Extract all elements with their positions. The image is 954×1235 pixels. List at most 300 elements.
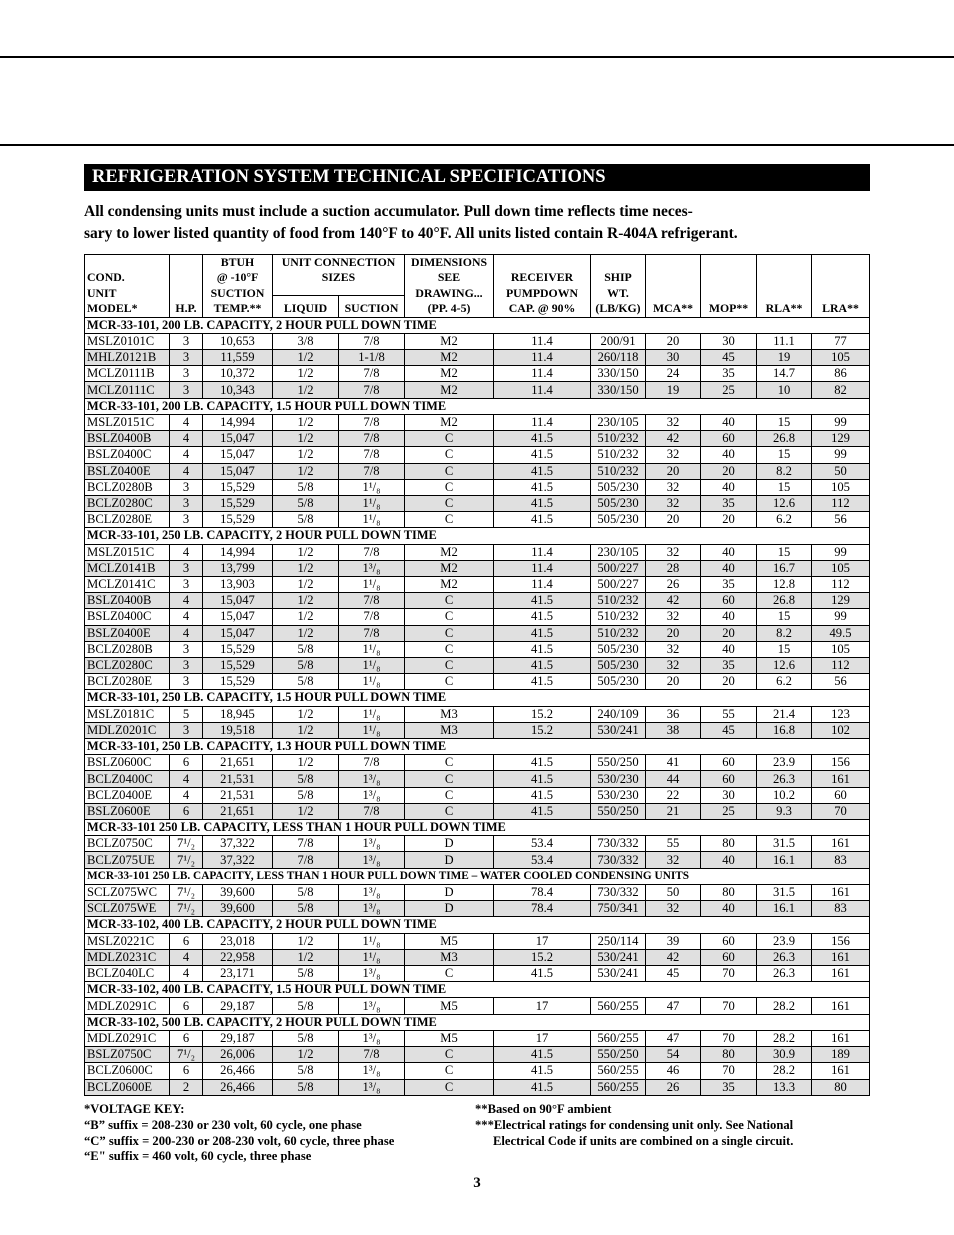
cell-suction: 1¹/₈ xyxy=(339,949,405,965)
cell-liquid: 3/8 xyxy=(273,333,339,349)
cell-ship-weight: 550/250 xyxy=(591,1047,646,1063)
cell-mca: 50 xyxy=(646,884,701,900)
cell-btuh: 15,529 xyxy=(203,674,273,690)
cell-mop: 40 xyxy=(701,479,757,495)
cell-lra: 56 xyxy=(812,674,870,690)
cell-lra: 161 xyxy=(812,949,870,965)
cell-receiver: 41.5 xyxy=(494,431,591,447)
cell-dimensions: M2 xyxy=(405,366,494,382)
cell-dimensions: M2 xyxy=(405,414,494,430)
cell-ship-weight: 260/118 xyxy=(591,350,646,366)
cell-suction: 1¹/₈ xyxy=(339,674,405,690)
cell-lra: 156 xyxy=(812,755,870,771)
cell-liquid: 5/8 xyxy=(273,771,339,787)
cell-liquid: 1/2 xyxy=(273,755,339,771)
cell-ship-weight: 510/232 xyxy=(591,609,646,625)
cell-model: BCLZ0400E xyxy=(85,787,170,803)
cell-liquid: 1/2 xyxy=(273,382,339,398)
cell-dimensions: C xyxy=(405,593,494,609)
cell-mop: 80 xyxy=(701,1047,757,1063)
cell-mca: 20 xyxy=(646,463,701,479)
cell-mca: 20 xyxy=(646,333,701,349)
cell-rla: 28.2 xyxy=(757,1063,812,1079)
cell-receiver: 41.5 xyxy=(494,771,591,787)
cell-mca: 21 xyxy=(646,803,701,819)
cell-hp: 4 xyxy=(170,544,203,560)
cell-lra: 82 xyxy=(812,382,870,398)
cell-model: MDLZ0291C xyxy=(85,1030,170,1046)
cell-hp: 3 xyxy=(170,495,203,511)
cell-ship-weight: 510/232 xyxy=(591,625,646,641)
cell-model: BCLZ0280E xyxy=(85,512,170,528)
cell-suction: 7/8 xyxy=(339,609,405,625)
cell-suction: 1³/₈ xyxy=(339,1063,405,1079)
cell-model: BSLZ0750C xyxy=(85,1047,170,1063)
cell-hp: 3 xyxy=(170,350,203,366)
cell-liquid: 5/8 xyxy=(273,787,339,803)
cell-rla: 11.1 xyxy=(757,333,812,349)
cell-hp: 7¹/₂ xyxy=(170,852,203,868)
cell-receiver: 11.4 xyxy=(494,414,591,430)
cell-btuh: 15,047 xyxy=(203,447,273,463)
cell-lra: 161 xyxy=(812,771,870,787)
footnote-line: “E" suffix = 460 volt, 60 cycle, three phase xyxy=(84,1149,312,1164)
cell-btuh: 23,171 xyxy=(203,966,273,982)
cell-mop: 60 xyxy=(701,593,757,609)
intro-line: All condensing units must include a suction accumulator. Pull down time reflects time neces- xyxy=(84,203,693,220)
cell-hp: 3 xyxy=(170,512,203,528)
cell-ship-weight: 530/230 xyxy=(591,787,646,803)
cell-rla: 26.3 xyxy=(757,949,812,965)
cell-dimensions: C xyxy=(405,609,494,625)
cell-receiver: 53.4 xyxy=(494,836,591,852)
cell-rla: 15 xyxy=(757,479,812,495)
cell-rla: 6.2 xyxy=(757,512,812,528)
cell-dimensions: D xyxy=(405,884,494,900)
section-title: MCR-33-102, 500 LB. CAPACITY, 2 HOUR PULL DOWN TIME xyxy=(85,1014,870,1030)
cell-suction: 7/8 xyxy=(339,1047,405,1063)
cell-model: MSLZ0221C xyxy=(85,933,170,949)
cell-btuh: 21,651 xyxy=(203,755,273,771)
cell-hp: 6 xyxy=(170,755,203,771)
cell-suction: 1³/₈ xyxy=(339,1030,405,1046)
cell-dimensions: C xyxy=(405,674,494,690)
cell-lra: 112 xyxy=(812,657,870,673)
cell-mca: 47 xyxy=(646,998,701,1014)
cell-btuh: 14,994 xyxy=(203,414,273,430)
cell-rla: 15 xyxy=(757,447,812,463)
cell-mop: 40 xyxy=(701,447,757,463)
cell-model: BSLZ0600E xyxy=(85,803,170,819)
section-header-row xyxy=(85,917,870,933)
table-row xyxy=(85,966,870,982)
cell-mca: 20 xyxy=(646,625,701,641)
cell-dimensions: C xyxy=(405,787,494,803)
cell-ship-weight: 530/241 xyxy=(591,949,646,965)
cell-dimensions: C xyxy=(405,431,494,447)
cell-dimensions: C xyxy=(405,463,494,479)
cell-receiver: 11.4 xyxy=(494,350,591,366)
table-row xyxy=(85,350,870,366)
cell-ship-weight: 230/105 xyxy=(591,414,646,430)
cell-mca: 41 xyxy=(646,755,701,771)
cell-suction: 7/8 xyxy=(339,593,405,609)
cell-receiver: 41.5 xyxy=(494,657,591,673)
table-row xyxy=(85,657,870,673)
cell-mca: 32 xyxy=(646,852,701,868)
cell-hp: 4 xyxy=(170,447,203,463)
cell-btuh: 26,466 xyxy=(203,1063,273,1079)
cell-model: MSLZ0151C xyxy=(85,544,170,560)
cell-liquid: 5/8 xyxy=(273,998,339,1014)
cell-ship-weight: 505/230 xyxy=(591,479,646,495)
cell-liquid: 5/8 xyxy=(273,884,339,900)
cell-lra: 83 xyxy=(812,852,870,868)
table-row xyxy=(85,771,870,787)
cell-rla: 26.8 xyxy=(757,431,812,447)
cell-ship-weight: 510/232 xyxy=(591,463,646,479)
table-row xyxy=(85,641,870,657)
cell-dimensions: M2 xyxy=(405,350,494,366)
cell-ship-weight: 505/230 xyxy=(591,495,646,511)
cell-model: BCLZ0280B xyxy=(85,641,170,657)
cell-btuh: 19,518 xyxy=(203,722,273,738)
cell-model: BCLZ0280C xyxy=(85,657,170,673)
table-row xyxy=(85,512,870,528)
cell-btuh: 21,531 xyxy=(203,771,273,787)
cell-mop: 70 xyxy=(701,966,757,982)
cell-liquid: 5/8 xyxy=(273,674,339,690)
cell-receiver: 41.5 xyxy=(494,641,591,657)
table-row xyxy=(85,366,870,382)
cell-lra: 77 xyxy=(812,333,870,349)
cell-lra: 50 xyxy=(812,463,870,479)
cell-mop: 60 xyxy=(701,431,757,447)
cell-hp: 4 xyxy=(170,609,203,625)
cell-rla: 9.3 xyxy=(757,803,812,819)
table-row xyxy=(85,836,870,852)
cell-liquid: 1/2 xyxy=(273,933,339,949)
cell-btuh: 18,945 xyxy=(203,706,273,722)
cell-btuh: 11,559 xyxy=(203,350,273,366)
cell-ship-weight: 510/232 xyxy=(591,447,646,463)
cell-suction: 1-1/8 xyxy=(339,350,405,366)
cell-liquid: 1/2 xyxy=(273,609,339,625)
cell-rla: 12.8 xyxy=(757,576,812,592)
cell-btuh: 15,529 xyxy=(203,479,273,495)
cell-suction: 7/8 xyxy=(339,333,405,349)
cell-hp: 3 xyxy=(170,722,203,738)
cell-receiver: 41.5 xyxy=(494,625,591,641)
cell-hp: 4 xyxy=(170,966,203,982)
cell-receiver: 41.5 xyxy=(494,674,591,690)
table-row xyxy=(85,414,870,430)
cell-mca: 26 xyxy=(646,576,701,592)
cell-liquid: 1/2 xyxy=(273,560,339,576)
cell-receiver: 41.5 xyxy=(494,755,591,771)
cell-model: BCLZ0600C xyxy=(85,1063,170,1079)
cell-lra: 161 xyxy=(812,884,870,900)
cell-dimensions: M3 xyxy=(405,949,494,965)
cell-liquid: 5/8 xyxy=(273,479,339,495)
cell-mop: 40 xyxy=(701,414,757,430)
cell-mop: 55 xyxy=(701,706,757,722)
cell-receiver: 15.2 xyxy=(494,949,591,965)
cell-mop: 70 xyxy=(701,1030,757,1046)
cell-mca: 24 xyxy=(646,366,701,382)
cell-mop: 40 xyxy=(701,641,757,657)
cell-rla: 23.9 xyxy=(757,933,812,949)
cell-lra: 70 xyxy=(812,803,870,819)
cell-rla: 10.2 xyxy=(757,787,812,803)
cell-hp: 3 xyxy=(170,382,203,398)
cell-liquid: 1/2 xyxy=(273,414,339,430)
cell-suction: 7/8 xyxy=(339,463,405,479)
cell-receiver: 41.5 xyxy=(494,463,591,479)
cell-rla: 16.8 xyxy=(757,722,812,738)
cell-dimensions: C xyxy=(405,657,494,673)
cell-mop: 60 xyxy=(701,933,757,949)
cell-dimensions: M2 xyxy=(405,382,494,398)
cell-mca: 32 xyxy=(646,641,701,657)
cell-rla: 21.4 xyxy=(757,706,812,722)
cell-lra: 129 xyxy=(812,593,870,609)
cell-ship-weight: 750/341 xyxy=(591,901,646,917)
cell-suction: 1¹/₈ xyxy=(339,479,405,495)
cell-liquid: 5/8 xyxy=(273,1079,339,1095)
table-row xyxy=(85,609,870,625)
footnote-line: **Based on 90°F ambient xyxy=(475,1102,612,1116)
footnote-line: “B” suffix = 208-230 or 230 volt, 60 cycle, one phase xyxy=(84,1117,362,1132)
cell-receiver: 17 xyxy=(494,998,591,1014)
cell-model: MDLZ0201C xyxy=(85,722,170,738)
cell-hp: 3 xyxy=(170,479,203,495)
section-title: MCR-33-101 250 LB. CAPACITY, LESS THAN 1 HOUR PULL DOWN TIME – WATER COOLED CONDENSING UNITS xyxy=(85,868,870,884)
cell-lra: 161 xyxy=(812,1030,870,1046)
cell-lra: 161 xyxy=(812,1063,870,1079)
cell-ship-weight: 510/232 xyxy=(591,431,646,447)
header-lra: LRA** xyxy=(812,255,870,318)
section-title: MCR-33-101, 200 LB. CAPACITY, 1.5 HOUR PULL DOWN TIME xyxy=(85,398,870,414)
cell-model: SCLZ075WE xyxy=(85,901,170,917)
cell-receiver: 78.4 xyxy=(494,901,591,917)
cell-suction: 1¹/₈ xyxy=(339,933,405,949)
table-row xyxy=(85,901,870,917)
cell-btuh: 15,529 xyxy=(203,641,273,657)
cell-liquid: 1/2 xyxy=(273,576,339,592)
cell-btuh: 26,466 xyxy=(203,1079,273,1095)
footnote-line: Electrical Code if units are combined on a single circuit. xyxy=(493,1133,794,1148)
cell-btuh: 29,187 xyxy=(203,998,273,1014)
cell-mca: 28 xyxy=(646,560,701,576)
table-row xyxy=(85,576,870,592)
cell-receiver: 41.5 xyxy=(494,787,591,803)
cell-suction: 1¹/₈ xyxy=(339,657,405,673)
cell-btuh: 21,651 xyxy=(203,803,273,819)
cell-ship-weight: 560/255 xyxy=(591,998,646,1014)
cell-suction: 7/8 xyxy=(339,414,405,430)
section-title: MCR-33-101 250 LB. CAPACITY, LESS THAN 1 HOUR PULL DOWN TIME xyxy=(85,819,870,835)
table-row xyxy=(85,1047,870,1063)
section-header-row xyxy=(85,819,870,835)
cell-dimensions: M2 xyxy=(405,576,494,592)
cell-btuh: 26,006 xyxy=(203,1047,273,1063)
cell-mop: 20 xyxy=(701,674,757,690)
table-row xyxy=(85,560,870,576)
cell-suction: 1³/₈ xyxy=(339,998,405,1014)
table-row xyxy=(85,852,870,868)
cell-hp: 7¹/₂ xyxy=(170,901,203,917)
cell-lra: 105 xyxy=(812,560,870,576)
cell-suction: 1¹/₈ xyxy=(339,722,405,738)
cell-rla: 15 xyxy=(757,544,812,560)
cell-ship-weight: 530/241 xyxy=(591,722,646,738)
cell-dimensions: M5 xyxy=(405,1030,494,1046)
cell-ship-weight: 505/230 xyxy=(591,657,646,673)
cell-dimensions: C xyxy=(405,1063,494,1079)
cell-mop: 20 xyxy=(701,625,757,641)
cell-model: MSLZ0151C xyxy=(85,414,170,430)
cell-mca: 32 xyxy=(646,479,701,495)
section-title: MCR-33-101, 250 LB. CAPACITY, 2 HOUR PULL DOWN TIME xyxy=(85,528,870,544)
cell-btuh: 22,958 xyxy=(203,949,273,965)
cell-mop: 60 xyxy=(701,755,757,771)
cell-receiver: 41.5 xyxy=(494,1063,591,1079)
cell-dimensions: M5 xyxy=(405,933,494,949)
cell-ship-weight: 730/332 xyxy=(591,836,646,852)
intro-line: sary to lower listed quantity of food from 140°F to 40°F. All units listed contain R-404A refrigerant. xyxy=(84,225,738,242)
page-number: 3 xyxy=(473,1175,481,1191)
cell-rla: 19 xyxy=(757,350,812,366)
cell-suction: 1³/₈ xyxy=(339,884,405,900)
cell-rla: 13.3 xyxy=(757,1079,812,1095)
cell-rla: 10 xyxy=(757,382,812,398)
cell-model: BCLZ0400C xyxy=(85,771,170,787)
cell-lra: 112 xyxy=(812,495,870,511)
cell-suction: 1³/₈ xyxy=(339,771,405,787)
cell-model: MCLZ0111B xyxy=(85,366,170,382)
cell-mop: 80 xyxy=(701,884,757,900)
cell-receiver: 17 xyxy=(494,1030,591,1046)
cell-ship-weight: 530/230 xyxy=(591,771,646,787)
cell-liquid: 5/8 xyxy=(273,901,339,917)
header-rla: RLA** xyxy=(757,255,812,318)
cell-hp: 7¹/₂ xyxy=(170,884,203,900)
cell-hp: 3 xyxy=(170,576,203,592)
cell-ship-weight: 730/332 xyxy=(591,852,646,868)
cell-btuh: 39,600 xyxy=(203,884,273,900)
cell-suction: 7/8 xyxy=(339,544,405,560)
cell-dimensions: M3 xyxy=(405,706,494,722)
cell-receiver: 78.4 xyxy=(494,884,591,900)
cell-rla: 23.9 xyxy=(757,755,812,771)
cell-rla: 26.8 xyxy=(757,593,812,609)
cell-rla: 14.7 xyxy=(757,366,812,382)
cell-ship-weight: 730/332 xyxy=(591,884,646,900)
cell-ship-weight: 505/230 xyxy=(591,512,646,528)
cell-dimensions: C xyxy=(405,641,494,657)
cell-btuh: 14,994 xyxy=(203,544,273,560)
cell-model: BCLZ0600E xyxy=(85,1079,170,1095)
cell-btuh: 15,047 xyxy=(203,625,273,641)
cell-lra: 99 xyxy=(812,544,870,560)
cell-mca: 45 xyxy=(646,966,701,982)
cell-model: BCLZ0280B xyxy=(85,479,170,495)
header-hp: H.P. xyxy=(170,255,203,318)
cell-ship-weight: 240/109 xyxy=(591,706,646,722)
cell-mca: 32 xyxy=(646,544,701,560)
cell-btuh: 29,187 xyxy=(203,1030,273,1046)
table-row xyxy=(85,544,870,560)
cell-lra: 99 xyxy=(812,609,870,625)
cell-receiver: 41.5 xyxy=(494,495,591,511)
cell-rla: 8.2 xyxy=(757,625,812,641)
cell-ship-weight: 250/114 xyxy=(591,933,646,949)
cell-lra: 189 xyxy=(812,1047,870,1063)
cell-lra: 129 xyxy=(812,431,870,447)
cell-mca: 47 xyxy=(646,1030,701,1046)
cell-hp: 7¹/₂ xyxy=(170,1047,203,1063)
cell-rla: 15 xyxy=(757,609,812,625)
cell-mop: 30 xyxy=(701,787,757,803)
cell-suction: 7/8 xyxy=(339,755,405,771)
cell-receiver: 11.4 xyxy=(494,560,591,576)
header-receiver: RECEIVER PUMPDOWN CAP. @ 90% xyxy=(494,255,591,318)
cell-suction: 1¹/₈ xyxy=(339,641,405,657)
cell-rla: 16.1 xyxy=(757,852,812,868)
cell-mca: 20 xyxy=(646,674,701,690)
cell-lra: 161 xyxy=(812,998,870,1014)
spec-table-body xyxy=(85,317,870,1095)
section-title: MCR-33-101, 250 LB. CAPACITY, 1.3 HOUR PULL DOWN TIME xyxy=(85,738,870,754)
cell-mop: 20 xyxy=(701,512,757,528)
cell-receiver: 53.4 xyxy=(494,852,591,868)
cell-liquid: 1/2 xyxy=(273,463,339,479)
cell-btuh: 21,531 xyxy=(203,787,273,803)
cell-ship-weight: 200/91 xyxy=(591,333,646,349)
cell-model: BSLZ0400C xyxy=(85,447,170,463)
table-row xyxy=(85,803,870,819)
cell-mop: 40 xyxy=(701,544,757,560)
cell-mop: 25 xyxy=(701,803,757,819)
section-title: MCR-33-102, 400 LB. CAPACITY, 2 HOUR PULL DOWN TIME xyxy=(85,917,870,933)
section-title: MCR-33-101, 250 LB. CAPACITY, 1.5 HOUR PULL DOWN TIME xyxy=(85,690,870,706)
cell-suction: 1³/₈ xyxy=(339,966,405,982)
cell-rla: 6.2 xyxy=(757,674,812,690)
table-row xyxy=(85,998,870,1014)
header-ship-weight: SHIP WT. (LB/KG) xyxy=(591,255,646,318)
table-row xyxy=(85,382,870,398)
cell-ship-weight: 550/250 xyxy=(591,755,646,771)
cell-lra: 161 xyxy=(812,966,870,982)
cell-dimensions: C xyxy=(405,495,494,511)
cell-rla: 16.7 xyxy=(757,560,812,576)
cell-model: BSLZ0400E xyxy=(85,463,170,479)
cell-model: MDLZ0291C xyxy=(85,998,170,1014)
cell-hp: 4 xyxy=(170,593,203,609)
cell-mop: 35 xyxy=(701,576,757,592)
cell-hp: 4 xyxy=(170,787,203,803)
table-row xyxy=(85,479,870,495)
cell-lra: 56 xyxy=(812,512,870,528)
cell-dimensions: C xyxy=(405,966,494,982)
section-title: MCR-33-102, 400 LB. CAPACITY, 1.5 HOUR PULL DOWN TIME xyxy=(85,982,870,998)
cell-liquid: 1/2 xyxy=(273,706,339,722)
cell-liquid: 1/2 xyxy=(273,593,339,609)
cell-suction: 7/8 xyxy=(339,431,405,447)
cell-suction: 1³/₈ xyxy=(339,787,405,803)
cell-mca: 42 xyxy=(646,593,701,609)
